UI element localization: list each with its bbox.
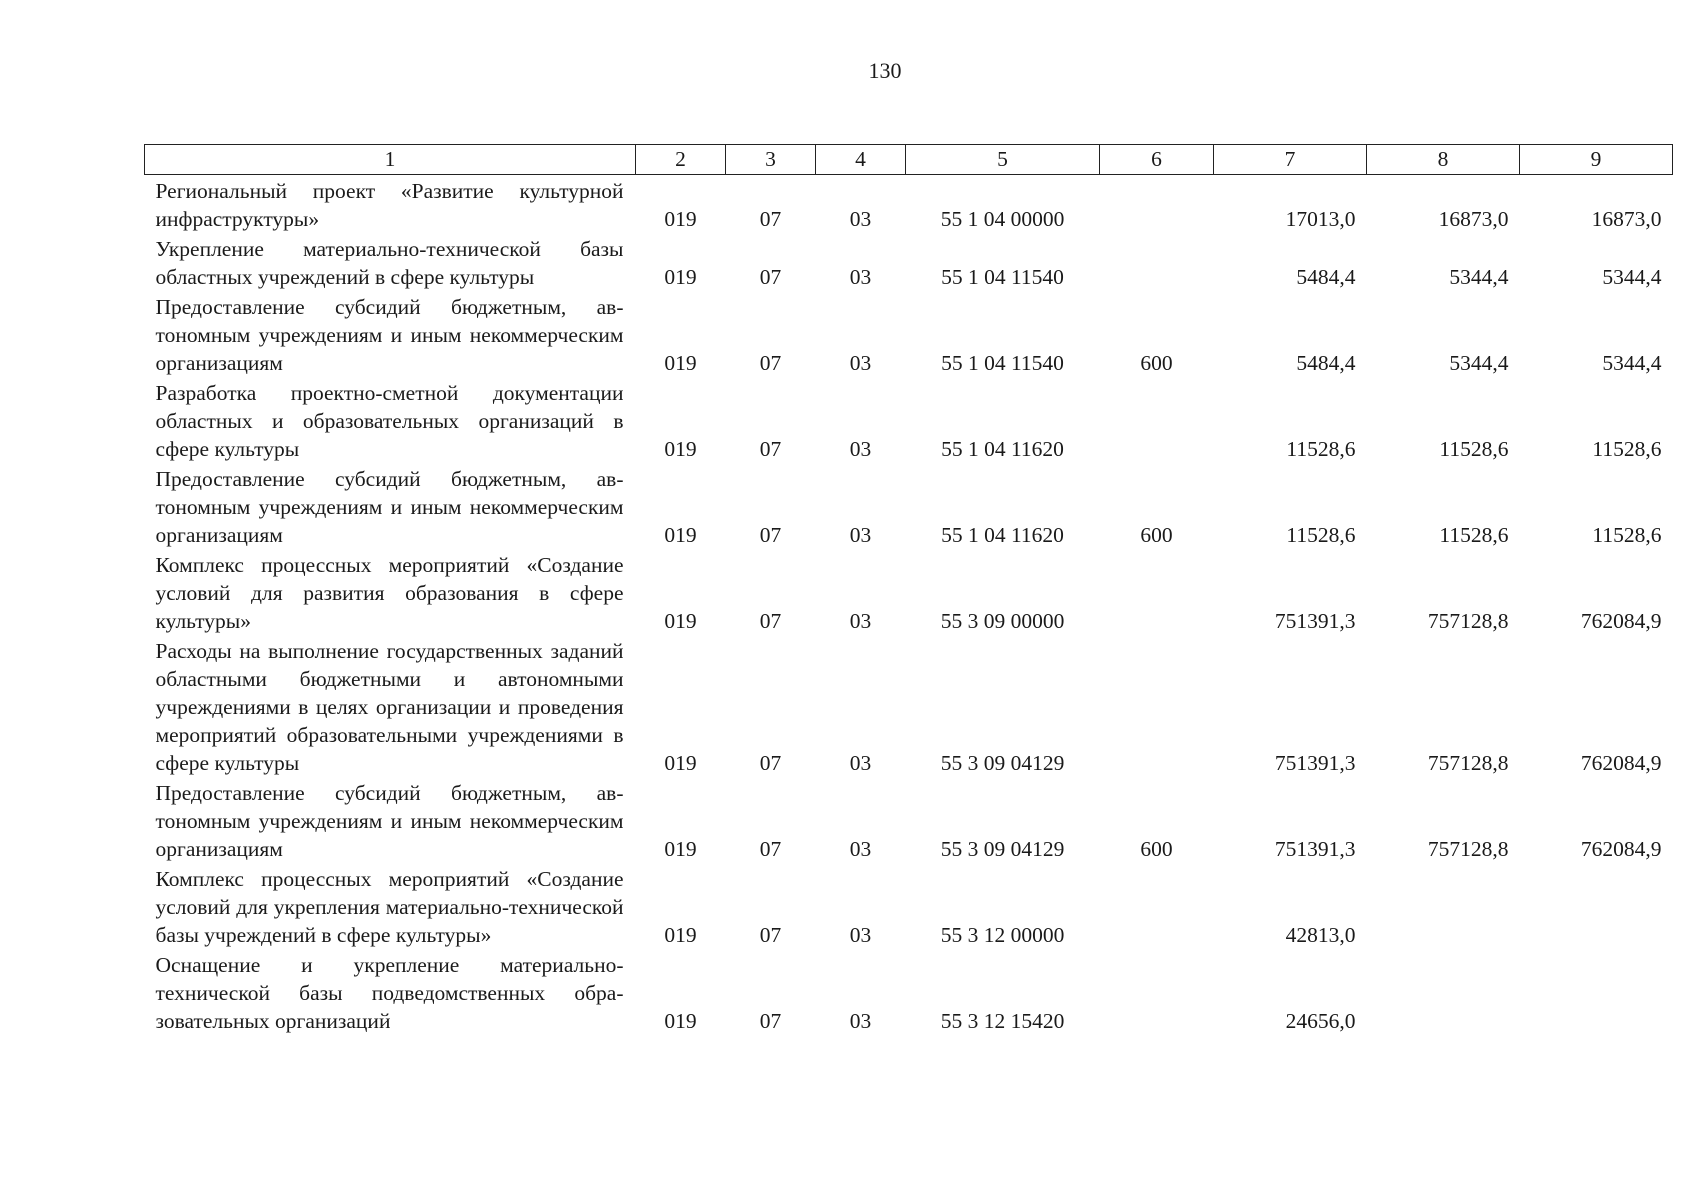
row-name-cell: Укрепление материально-технической базы областных учреждений в сфере культуры [155, 237, 624, 289]
row-amount-cell: 762084,9 [1580, 609, 1662, 633]
row-amount-cell: 757128,8 [1427, 837, 1509, 861]
row-expense-type-cell: 600 [1140, 837, 1173, 861]
row-code-cell: 019 [664, 437, 697, 461]
row-code-cell: 019 [664, 609, 697, 633]
row-section-cell: 07 [759, 351, 782, 375]
row-target-code-cell: 55 1 04 11620 [941, 523, 1064, 547]
row-name-cell: Предоставление субсидий бюджетным, автономным учреждениям и иным некоммерческим организациям [155, 781, 624, 861]
row-code-cell: 019 [664, 923, 697, 947]
row-section-cell: 07 [759, 609, 782, 633]
budget-table [144, 144, 1673, 1035]
table-row [145, 863, 1673, 949]
table-body [145, 175, 1673, 1036]
row-target-code-cell: 55 1 04 11540 [941, 351, 1064, 375]
row-amount-cell: 762084,9 [1580, 751, 1662, 775]
row-amount-cell: 11528,6 [1592, 437, 1662, 461]
row-amount-cell: 751391,3 [1274, 837, 1356, 861]
table-row [145, 549, 1673, 635]
row-amount-cell: 762084,9 [1580, 837, 1662, 861]
table-row [145, 777, 1673, 863]
row-subsection-cell: 03 [849, 609, 872, 633]
row-amount-cell: 5344,4 [1449, 265, 1509, 289]
row-name-cell: Разработка проектно-сметной документации областных и образовательных организаций в сфере культуры [155, 381, 624, 461]
row-target-code-cell: 55 3 09 04129 [940, 837, 1065, 861]
row-expense-type-cell [1100, 175, 1214, 234]
row-subsection-cell: 03 [849, 923, 872, 947]
row-code-cell: 019 [664, 1009, 697, 1033]
row-section-cell: 07 [759, 837, 782, 861]
row-amount-cell: 5484,4 [1296, 351, 1356, 375]
row-amount-cell: 757128,8 [1427, 609, 1509, 633]
row-expense-type-cell [1100, 233, 1214, 291]
table-row [145, 233, 1673, 291]
row-subsection-cell: 03 [849, 265, 872, 289]
row-amount-cell [1367, 949, 1520, 1035]
row-section-cell: 07 [759, 751, 782, 775]
row-code-cell: 019 [664, 523, 697, 547]
page-number: 130 [868, 58, 902, 83]
row-expense-type-cell: 600 [1140, 523, 1173, 547]
row-code-cell: 019 [664, 207, 697, 231]
column-header: 1 [145, 145, 636, 175]
row-amount-cell: 42813,0 [1285, 923, 1356, 947]
column-header: 9 [1520, 145, 1673, 175]
row-name-cell: Комплекс процессных мероприятий «Создание условий для развития образования в сфере культуры» [155, 553, 624, 633]
row-section-cell: 07 [759, 265, 782, 289]
row-target-code-cell: 55 1 04 11620 [941, 437, 1064, 461]
table-row [145, 291, 1673, 377]
row-subsection-cell: 03 [849, 437, 872, 461]
row-amount-cell: 11528,6 [1286, 523, 1356, 547]
column-header: 3 [726, 145, 816, 175]
row-subsection-cell: 03 [849, 523, 872, 547]
row-subsection-cell: 03 [849, 751, 872, 775]
row-code-cell: 019 [664, 265, 697, 289]
row-target-code-cell: 55 3 09 00000 [940, 609, 1065, 633]
row-amount-cell: 5344,4 [1449, 351, 1509, 375]
table-row [145, 377, 1673, 463]
row-section-cell: 07 [759, 923, 782, 947]
row-target-code-cell: 55 1 04 00000 [940, 207, 1065, 231]
row-amount-cell [1520, 949, 1673, 1035]
row-amount-cell: 17013,0 [1285, 207, 1356, 231]
row-target-code-cell: 55 3 12 00000 [940, 923, 1065, 947]
row-code-cell: 019 [664, 837, 697, 861]
row-name-cell: Предоставление субсидий бюджетным, автономным учреждениям и иным некоммерческим организациям [155, 295, 624, 375]
row-amount-cell: 5484,4 [1296, 265, 1356, 289]
table-row [145, 949, 1673, 1035]
row-amount-cell [1367, 863, 1520, 949]
row-amount-cell: 11528,6 [1439, 437, 1509, 461]
row-name-cell: Комплекс процессных мероприятий «Создание условий для укрепления материально-технической базы учреждений в сфере культуры» [155, 867, 624, 947]
row-amount-cell: 751391,3 [1274, 751, 1356, 775]
row-amount-cell: 11528,6 [1439, 523, 1509, 547]
row-section-cell: 07 [759, 437, 782, 461]
table-header-row [145, 145, 1673, 175]
column-header: 8 [1367, 145, 1520, 175]
row-target-code-cell: 55 3 12 15420 [940, 1009, 1065, 1033]
row-section-cell: 07 [759, 1009, 782, 1033]
row-expense-type-cell [1100, 863, 1214, 949]
row-expense-type-cell [1100, 949, 1214, 1035]
row-code-cell: 019 [664, 751, 697, 775]
row-amount-cell: 11528,6 [1592, 523, 1662, 547]
table-row [145, 463, 1673, 549]
row-amount-cell: 757128,8 [1427, 751, 1509, 775]
column-header: 4 [816, 145, 906, 175]
column-header: 5 [906, 145, 1100, 175]
row-name-cell: Предоставление субсидий бюджетным, автономным учреждениям и иным некоммерческим организациям [155, 467, 624, 547]
column-header: 7 [1214, 145, 1367, 175]
row-name-cell: Региональный проект «Развитие культурной инфраструктуры» [155, 179, 624, 231]
row-amount-cell [1520, 863, 1673, 949]
row-name-cell: Расходы на выполнение государственных заданий областными бюджетными и автономными учреждениями в целях организации и проведения мероприятий образовательными учреждениями в сфере культуры [155, 639, 624, 775]
row-code-cell: 019 [664, 351, 697, 375]
row-subsection-cell: 03 [849, 1009, 872, 1033]
row-amount-cell: 5344,4 [1602, 265, 1662, 289]
row-amount-cell: 5344,4 [1602, 351, 1662, 375]
row-expense-type-cell: 600 [1140, 351, 1173, 375]
row-subsection-cell: 03 [849, 837, 872, 861]
row-expense-type-cell [1100, 549, 1214, 635]
table-row [145, 635, 1673, 777]
row-expense-type-cell [1100, 635, 1214, 777]
row-subsection-cell: 03 [849, 351, 872, 375]
table-row [145, 175, 1673, 234]
column-header: 6 [1100, 145, 1214, 175]
row-expense-type-cell [1100, 377, 1214, 463]
row-target-code-cell: 55 3 09 04129 [940, 751, 1065, 775]
row-target-code-cell: 55 1 04 11540 [941, 265, 1064, 289]
row-subsection-cell: 03 [849, 207, 872, 231]
row-amount-cell: 751391,3 [1274, 609, 1356, 633]
row-section-cell: 07 [759, 207, 782, 231]
column-header: 2 [636, 145, 726, 175]
row-amount-cell: 24656,0 [1285, 1009, 1356, 1033]
row-amount-cell: 16873,0 [1591, 207, 1662, 231]
row-name-cell: Оснащение и укрепление материально-технической базы подведомственных образовательных организаций [155, 953, 624, 1033]
row-amount-cell: 11528,6 [1286, 437, 1356, 461]
row-amount-cell: 16873,0 [1438, 207, 1509, 231]
row-section-cell: 07 [759, 523, 782, 547]
